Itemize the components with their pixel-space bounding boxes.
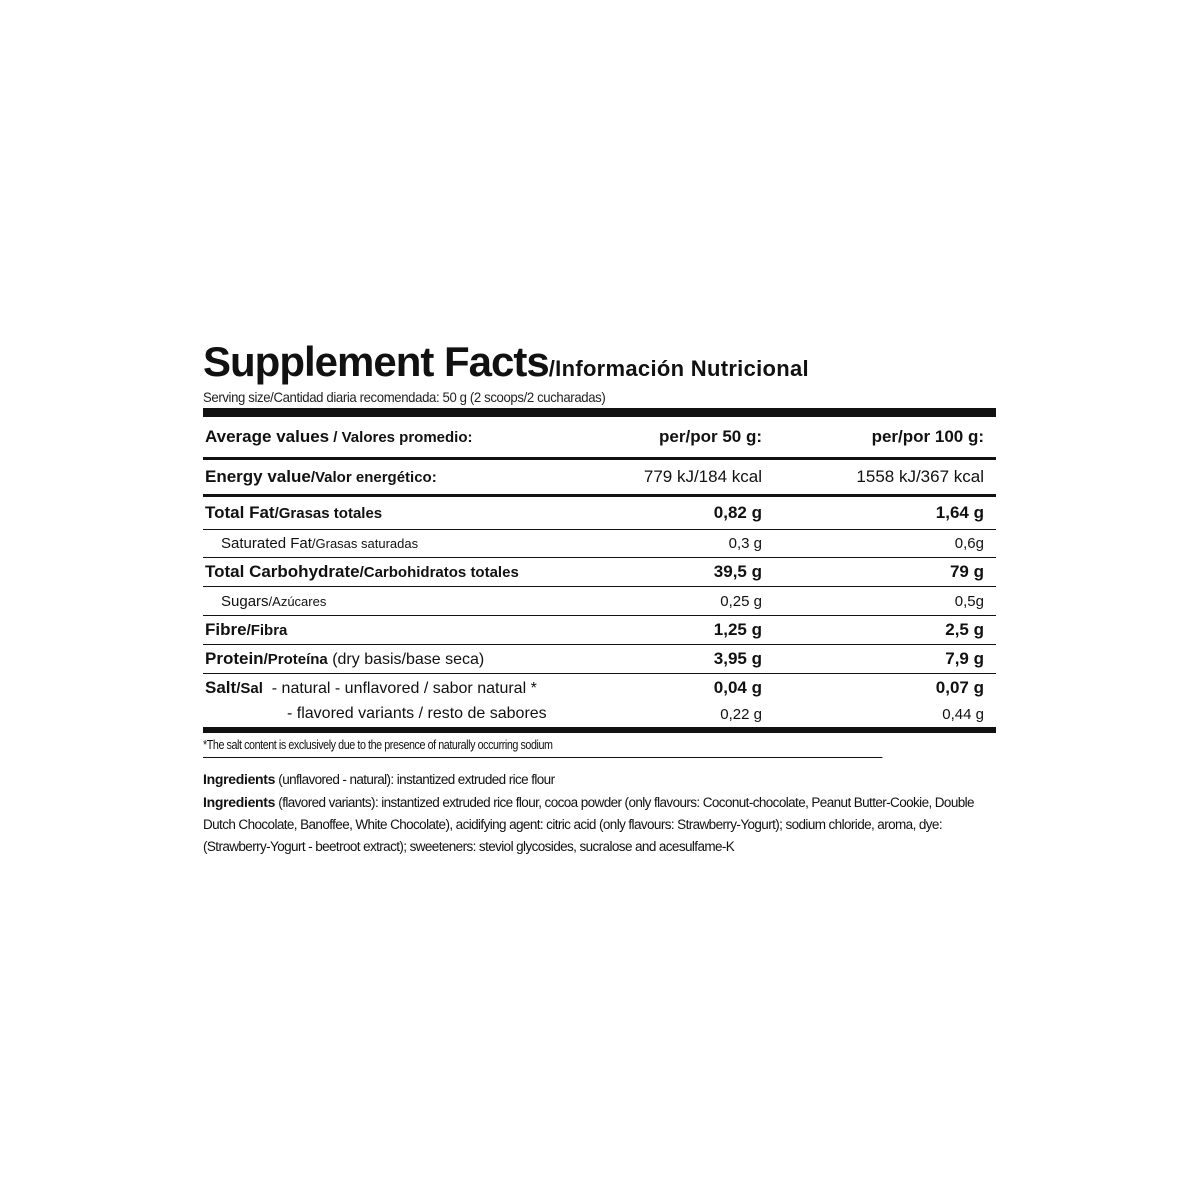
table-row: Total Carbohydrate/Carbohidratos totales 39,5 g 79 g <box>203 558 996 587</box>
page-subtitle: /Información Nutricional <box>548 356 809 381</box>
ingredients-block <box>203 768 993 858</box>
title-row <box>203 338 993 386</box>
ingredients-unflavored: Ingredients (unflavored - natural): instantized extruded rice flour <box>203 771 555 787</box>
header-col-100g: per/por 100 g: <box>871 427 984 446</box>
table-header-row <box>203 417 996 460</box>
supplement-facts-panel <box>203 338 993 858</box>
serving-size: Serving size/Cantidad diaria recomendada: 50 g (2 scoops/2 cucharadas) <box>203 389 606 405</box>
table-row: Salt/Sal - natural - unflavored / sabor natural * 0,04 g 0,07 g <box>205 677 984 697</box>
table-row: Sugars/Azúcares 0,25 g 0,5g <box>203 587 996 616</box>
ingredients-flavored: Ingredients (flavored variants): instantized extruded rice flour, cocoa powder (only flavours: Coconut-chocolate, Peanut Butter-Cookie, Double Dutch Chocolate, Banoffee, White Chocolate), acidifying agent: citric acid (only flavours: Strawberry-Yogurt); sodium chloride, aroma, dye: (Strawberry-Yogurt - beetroot extract); sweeteners: steviol glycosides, sucralose and acesulfame-K <box>203 794 974 854</box>
table-row: Total Fat/Grasas totales 0,82 g 1,64 g <box>203 497 996 530</box>
table-row: Energy value/Valor energético: 779 kJ/184 kcal 1558 kJ/367 kcal <box>203 460 996 497</box>
salt-footnote: *The salt content is exclusively due to the presence of naturally occurring sodium <box>203 733 882 758</box>
table-row: Saturated Fat/Grasas saturadas 0,3 g 0,6g <box>203 530 996 558</box>
page-title: Supplement Facts <box>203 338 549 385</box>
nutrition-table <box>203 408 996 733</box>
table-row: Fibre/Fibra 1,25 g 2,5 g <box>203 616 996 645</box>
table-row: Protein/Proteína (dry basis/base seca) 3,95 g 7,9 g <box>203 645 996 674</box>
table-row: - flavored variants / resto de sabores 0,22 g 0,44 g <box>287 705 984 723</box>
header-col-50g: per/por 50 g: <box>659 427 762 446</box>
header-label: Average values / Valores promedio: <box>205 427 473 446</box>
